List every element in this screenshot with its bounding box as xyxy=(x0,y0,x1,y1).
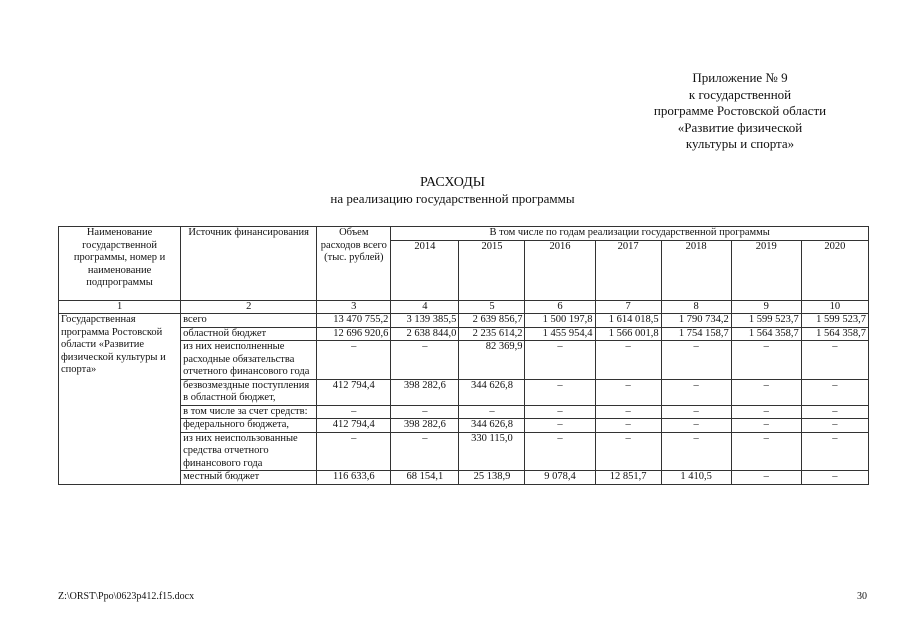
total-cell: 412 794,4 xyxy=(317,419,391,433)
source-cell: безвозмездные поступления в областной бюджет, xyxy=(181,379,317,405)
year-cell: 68 154,1 xyxy=(391,471,459,485)
header-volume: Объем расходов всего (тыс. рублей) xyxy=(317,227,391,301)
year-cell: 1 599 523,7 xyxy=(801,314,868,328)
header-year: 2020 xyxy=(801,240,868,300)
total-cell: – xyxy=(317,405,391,419)
table-row xyxy=(59,471,869,485)
header-year: 2019 xyxy=(731,240,801,300)
year-cell: 12 851,7 xyxy=(595,471,661,485)
source-cell: областной бюджет xyxy=(181,327,317,341)
year-cell: – xyxy=(661,379,731,405)
year-cell: – xyxy=(525,405,595,419)
year-cell: 1 564 358,7 xyxy=(801,327,868,341)
year-cell: – xyxy=(525,379,595,405)
total-cell: – xyxy=(317,432,391,471)
year-cell: – xyxy=(391,341,459,380)
year-cell: – xyxy=(525,419,595,433)
year-cell: – xyxy=(801,419,868,433)
source-cell: из них неисполненные расходные обязательства отчетного финансового года xyxy=(181,341,317,380)
year-cell: 2 235 614,2 xyxy=(459,327,525,341)
year-cell: – xyxy=(801,432,868,471)
table-row xyxy=(59,314,869,328)
year-cell: 2 638 844,0 xyxy=(391,327,459,341)
year-cell: – xyxy=(661,419,731,433)
title-main: РАСХОДЫ xyxy=(420,175,485,190)
year-cell: – xyxy=(801,341,868,380)
appendix-line: Приложение № 9 xyxy=(692,70,788,85)
header-source: Источник финансирования xyxy=(181,227,317,301)
year-cell: – xyxy=(731,379,801,405)
title-sub: на реализацию государственной программы xyxy=(330,191,575,206)
year-cell: 25 138,9 xyxy=(459,471,525,485)
year-cell: – xyxy=(459,405,525,419)
appendix-line: к государственной xyxy=(688,86,792,102)
header-year: 2017 xyxy=(595,240,661,300)
col-number: 5 xyxy=(459,300,525,314)
year-cell: – xyxy=(731,341,801,380)
year-cell: – xyxy=(801,405,868,419)
appendix-line: программе Ростовской области xyxy=(653,103,827,118)
table-row xyxy=(59,379,869,405)
year-cell: – xyxy=(731,432,801,471)
total-cell: 412 794,4 xyxy=(317,379,391,405)
year-cell: 9 078,4 xyxy=(525,471,595,485)
document-title xyxy=(0,175,905,207)
year-cell: – xyxy=(801,379,868,405)
year-cell: 398 282,6 xyxy=(391,379,459,405)
table-row xyxy=(59,341,869,380)
year-cell: – xyxy=(391,432,459,471)
year-cell: 1 410,5 xyxy=(661,471,731,485)
year-cell: – xyxy=(801,471,868,485)
appendix-header xyxy=(620,70,860,153)
year-cell: 2 639 856,7 xyxy=(459,314,525,328)
col-number: 9 xyxy=(731,300,801,314)
year-cell: – xyxy=(595,341,661,380)
year-cell: – xyxy=(731,419,801,433)
col-number: 7 xyxy=(595,300,661,314)
year-cell: 82 369,9 xyxy=(459,341,525,380)
total-cell: – xyxy=(317,341,391,380)
year-cell: 1 500 197,8 xyxy=(525,314,595,328)
col-number: 8 xyxy=(661,300,731,314)
year-cell: 344 626,8 xyxy=(459,419,525,433)
source-cell: в том числе за счет средств: xyxy=(181,405,317,419)
source-cell: местный бюджет xyxy=(181,471,317,485)
header-year: 2014 xyxy=(391,240,459,300)
year-cell: – xyxy=(595,405,661,419)
header-year: 2015 xyxy=(459,240,525,300)
col-number: 6 xyxy=(525,300,595,314)
year-cell: 1 564 358,7 xyxy=(731,327,801,341)
source-cell: федерального бюджета, xyxy=(181,419,317,433)
footer-file-path: Z:\ORST\Ppo\0623p412.f15.docx xyxy=(58,591,195,602)
year-cell: – xyxy=(661,432,731,471)
expenses-table xyxy=(58,226,869,485)
year-cell: – xyxy=(731,471,801,485)
year-cell: 1 599 523,7 xyxy=(731,314,801,328)
col-number: 10 xyxy=(801,300,868,314)
col-number: 3 xyxy=(317,300,391,314)
source-cell: всего xyxy=(181,314,317,328)
appendix-line: культуры и спорта» xyxy=(685,136,795,151)
header-year: 2018 xyxy=(661,240,731,300)
year-cell: 398 282,6 xyxy=(391,419,459,433)
table-row xyxy=(59,327,869,341)
year-cell: – xyxy=(525,341,595,380)
year-cell: 3 139 385,5 xyxy=(391,314,459,328)
source-cell: из них неиспользованные средства отчетного финансового года xyxy=(181,432,317,471)
year-cell: 1 790 734,2 xyxy=(661,314,731,328)
appendix-line: «Развитие физической xyxy=(677,119,803,135)
header-name: Наименование государственной программы, номер и наименование подпрограммы xyxy=(59,227,181,301)
year-cell: 1 455 954,4 xyxy=(525,327,595,341)
table-row xyxy=(59,432,869,471)
table-row xyxy=(59,419,869,433)
year-cell: – xyxy=(661,405,731,419)
year-cell: – xyxy=(391,405,459,419)
year-cell: – xyxy=(731,405,801,419)
table-row xyxy=(59,405,869,419)
header-row xyxy=(59,227,869,241)
year-cell: – xyxy=(595,419,661,433)
page-number: 30 xyxy=(857,591,867,602)
col-number: 1 xyxy=(59,300,181,314)
year-cell: 1 566 001,8 xyxy=(595,327,661,341)
year-cell: – xyxy=(595,379,661,405)
col-number: 4 xyxy=(391,300,459,314)
year-cell: 1 754 158,7 xyxy=(661,327,731,341)
program-name: Государственная программа Ростовской области «Развитие физической культуры и спорта» xyxy=(59,314,181,485)
total-cell: 13 470 755,2 xyxy=(317,314,391,328)
header-years-group: В том числе по годам реализации государственной программы xyxy=(391,227,869,241)
col-number: 2 xyxy=(181,300,317,314)
year-cell: 330 115,0 xyxy=(459,432,525,471)
year-cell: 1 614 018,5 xyxy=(595,314,661,328)
year-cell: – xyxy=(595,432,661,471)
total-cell: 12 696 920,6 xyxy=(317,327,391,341)
year-cell: – xyxy=(525,432,595,471)
header-year: 2016 xyxy=(525,240,595,300)
year-cell: 344 626,8 xyxy=(459,379,525,405)
year-cell: – xyxy=(661,341,731,380)
column-number-row xyxy=(59,300,869,314)
total-cell: 116 633,6 xyxy=(317,471,391,485)
